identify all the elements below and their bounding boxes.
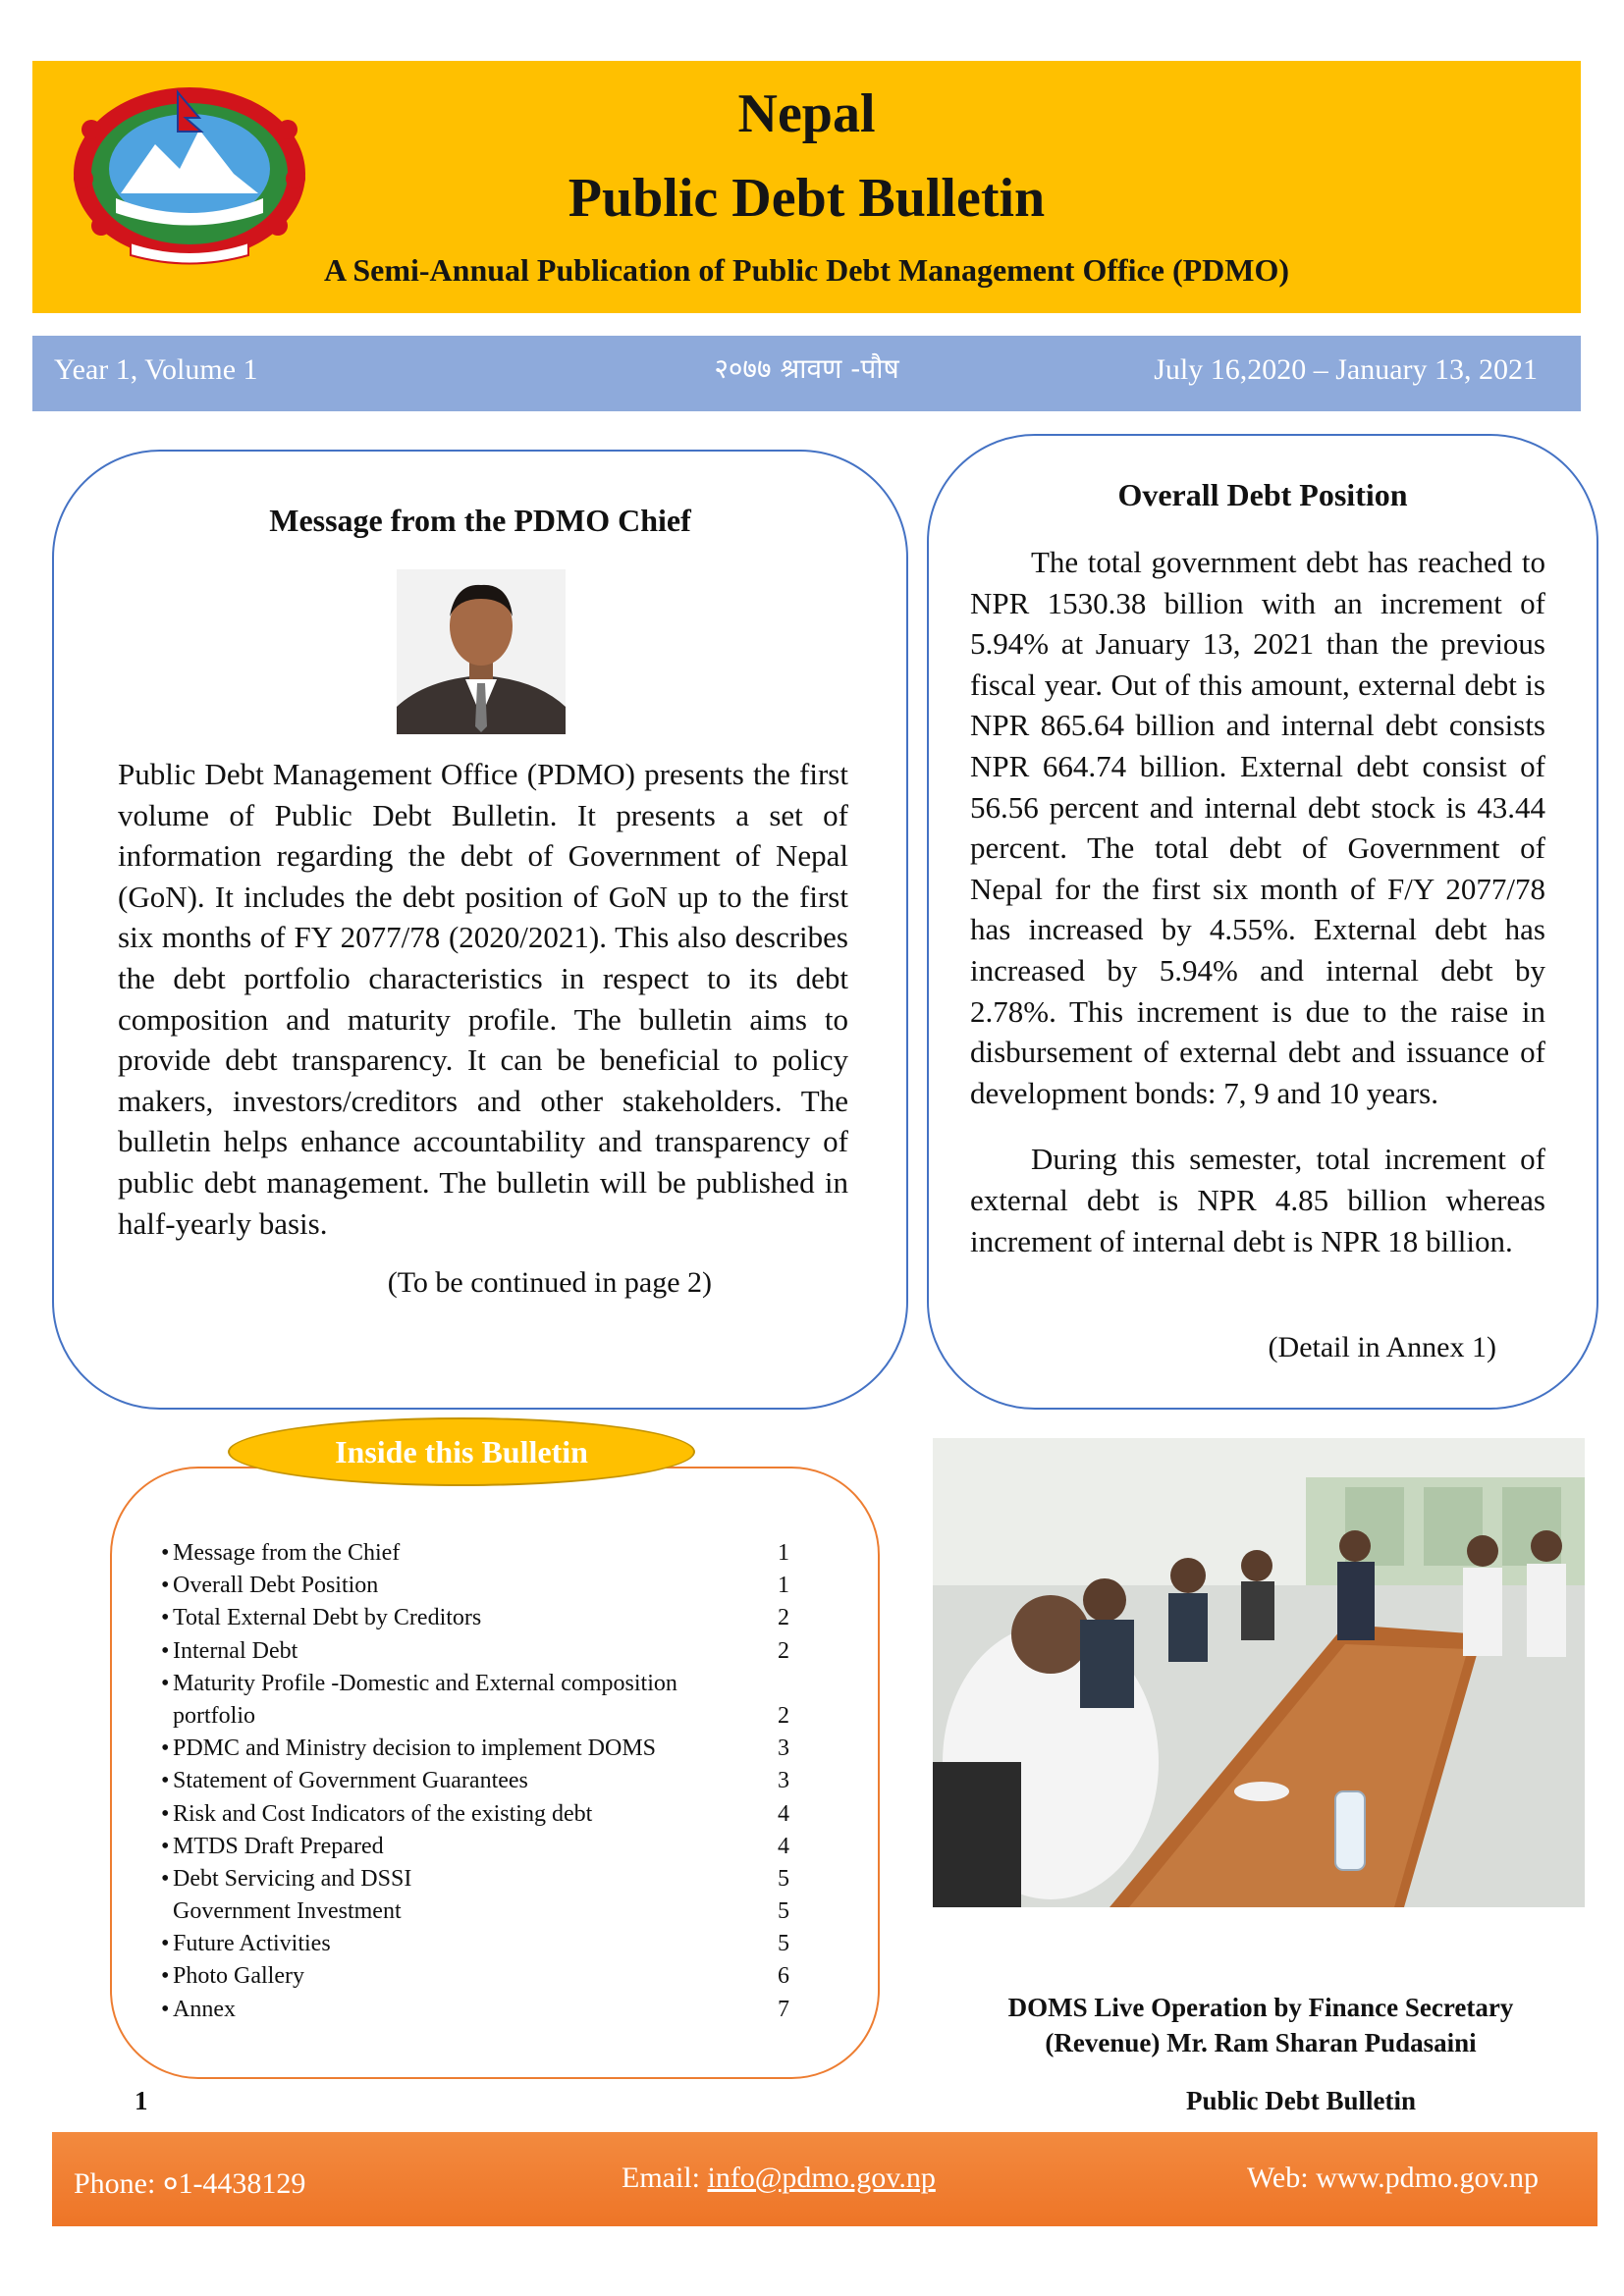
contents-item-label: PDMC and Ministry decision to implement DOMS: [173, 1735, 656, 1762]
contents-item: [161, 1863, 789, 1896]
contents-item-page: 5: [778, 1898, 789, 1925]
masthead-subtitle: A Semi-Annual Publication of Public Debt Management Office (PDMO): [323, 252, 1290, 288]
bullet-icon: •: [161, 1540, 170, 1566]
page-number: 1: [135, 2086, 148, 2115]
contents-item-label: Internal Debt: [173, 1637, 298, 1664]
chief-message-title: Message from the PDMO Chief: [269, 503, 691, 538]
contents-item: [161, 1570, 789, 1602]
debt-position-panel: [927, 434, 1598, 1410]
issue-volume: Year 1, Volume 1: [54, 353, 258, 386]
contents-item-page: 1: [778, 1573, 789, 1599]
contents-item-label: Message from the Chief: [173, 1540, 401, 1566]
photo-caption-line-2: (Revenue) Mr. Ram Sharan Pudasaini: [1045, 2028, 1477, 2057]
bullet-icon: •: [161, 1865, 170, 1892]
debt-position-paragraph-2: During this semester, total increment of external debt is NPR 4.85 billion whereas increment of internal debt is NPR 18 billion.: [970, 1142, 1545, 1258]
bullet-icon: •: [161, 1931, 170, 1957]
masthead-title-nepal: Nepal: [737, 83, 876, 144]
contents-item-page: 4: [778, 1833, 789, 1859]
contents-item-label: Risk and Cost Indicators of the existing debt: [173, 1800, 593, 1827]
contents-title: Inside this Bulletin: [228, 1417, 695, 1486]
bullet-icon: •: [161, 1800, 170, 1827]
contents-item: [161, 1896, 789, 1928]
contents-item: [161, 1798, 789, 1831]
debt-position-title: Overall Debt Position: [1117, 477, 1408, 512]
chief-portrait: [397, 569, 566, 734]
contents-item-label: Future Activities: [173, 1931, 331, 1957]
contents-item-label: Statement of Government Guarantees: [173, 1768, 528, 1794]
issue-band: [32, 336, 1581, 411]
footer-phone-label: Phone:: [74, 2167, 156, 2200]
bullet-icon: •: [161, 1996, 170, 2022]
photo-caption: [927, 1990, 1595, 2060]
contents-item-label: Government Investment: [173, 1898, 402, 1925]
issue-date-range: July 16,2020 – January 13, 2021: [1154, 353, 1538, 386]
bullet-icon: •: [161, 1768, 170, 1794]
contents-item: [161, 1928, 789, 1960]
contents-item: [161, 1602, 789, 1634]
debt-position-text: [970, 542, 1545, 1261]
debt-position-detail-note: (Detail in Annex 1): [1268, 1331, 1496, 1363]
chief-message-text: [118, 754, 848, 1244]
running-title: Public Debt Bulletin: [1186, 2086, 1417, 2115]
contents-item-page: 2: [778, 1702, 789, 1729]
contents-item-label: MTDS Draft Prepared: [173, 1833, 384, 1859]
bullet-icon: •: [161, 1637, 170, 1664]
contents-item-label: Annex: [173, 1996, 236, 2022]
footer-email: [622, 2162, 936, 2195]
contents-item-page: 3: [778, 1768, 789, 1794]
bullet-icon: •: [161, 1573, 170, 1599]
bullet-icon: •: [161, 1670, 170, 1696]
footer-phone: [74, 2162, 305, 2202]
contents-item-label: Total External Debt by Creditors: [173, 1605, 482, 1631]
bullet-icon: •: [161, 1963, 170, 1990]
doms-meeting-photo: [933, 1438, 1585, 1907]
contents-item-page: 3: [778, 1735, 789, 1762]
photo-caption-line-1: DOMS Live Operation by Finance Secretary: [1007, 1993, 1514, 2022]
contents-item: [161, 1733, 789, 1765]
contents-list: [161, 1537, 789, 2026]
contents-item: [161, 1668, 789, 1700]
chief-message-continued: (To be continued in page 2): [387, 1266, 712, 1299]
bullet-icon: •: [161, 1605, 170, 1631]
contents-item-page: 4: [778, 1800, 789, 1827]
contents-item: [161, 1960, 789, 1993]
contents-item-label: Debt Servicing and DSSI: [173, 1865, 412, 1892]
chief-message-panel: [52, 450, 908, 1410]
contents-item-label: Maturity Profile -Domestic and External composition: [173, 1670, 677, 1696]
debt-position-paragraph-1: The total government debt has reached to NPR 1530.38 billion with an increment of 5.94% at January 13, 2021 than the previous fiscal year. Out of this amount, external debt is NPR 865.64 billion and internal debt consists NPR 664.74 billion. External debt consist of 56.56 percent and internal debt stock is 43.44 percent. The total debt of Government of Nepal for the first six month of F/Y 2077/78 has increased by 4.55%. External debt has increased by 5.94% and internal debt by 2.78%. This increment is due to the raise in disbursement of external debt and issuance of development bonds: 7, 9 and 10 years.: [970, 545, 1545, 1110]
footer-web: Web: www.pdmo.gov.np: [1247, 2162, 1539, 2194]
contents-item: [161, 1537, 789, 1570]
footer-phone-number: ०1-4438129: [162, 2167, 306, 2200]
masthead-title: Public Debt Bulletin: [568, 168, 1046, 229]
bullet-icon: •: [161, 1833, 170, 1859]
contents-item: [161, 1765, 789, 1797]
contents-item-label: Overall Debt Position: [173, 1573, 379, 1599]
contents-item: [161, 1700, 789, 1733]
contents-panel: [110, 1467, 880, 2079]
contents-item-page: 2: [778, 1605, 789, 1631]
chief-message-paragraph: Public Debt Management Office (PDMO) presents the first volume of Public Debt Bulletin. It presents a set of information regarding the debt of Government of Nepal (GoN). It includes the debt position of GoN up to the first six months of FY 2077/78 (2020/2021). This also describes the debt portfolio characteristics in respect to its debt composition and maturity profile. The bulletin aims to provide debt transparency. It can be beneficial to policy makers, investors/creditors and other stakeholders. The bulletin helps enhance accountability and transparency of public debt management. The bulletin will be published in half-yearly basis.: [118, 757, 848, 1241]
contents-item: [161, 1635, 789, 1668]
footer-email-label: Email:: [622, 2162, 700, 2194]
contents-item-page: 5: [778, 1931, 789, 1957]
contents-item-page: 1: [778, 1540, 789, 1566]
bullet-icon: •: [161, 1735, 170, 1762]
contents-item-label: Photo Gallery: [173, 1963, 304, 1990]
masthead: [32, 61, 1581, 313]
contents-item: [161, 1994, 789, 2026]
issue-nepali-date: २०७७ श्रावण -पौष: [714, 352, 899, 385]
contents-item-label: portfolio: [173, 1702, 255, 1729]
footer-email-link[interactable]: info@pdmo.gov.np: [707, 2162, 936, 2194]
contents-item-page: 6: [778, 1963, 789, 1990]
contents-item-page: 7: [778, 1996, 789, 2022]
contact-footer: [52, 2132, 1597, 2226]
contents-item-page: 2: [778, 1637, 789, 1664]
contents-item-page: 5: [778, 1865, 789, 1892]
contents-item: [161, 1831, 789, 1863]
